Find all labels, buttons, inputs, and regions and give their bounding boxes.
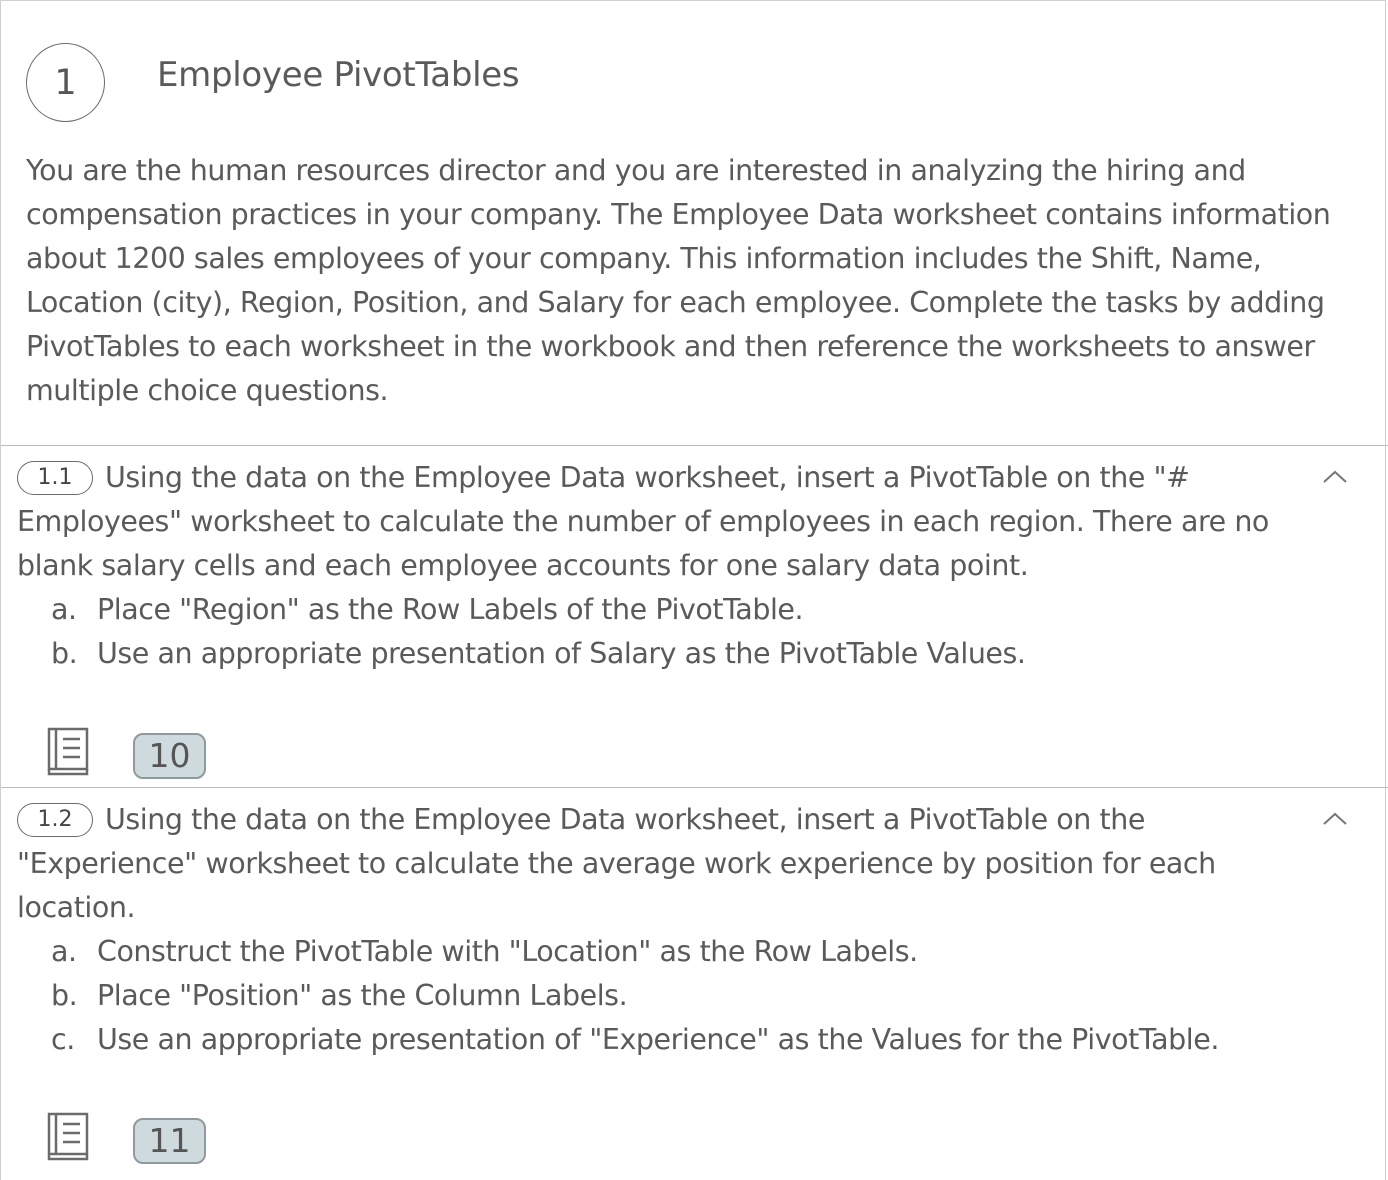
intro-paragraph: You are the human resources director and you are interested in analyzing the hiring and compensation practices in your company. The Employee Data worksheet contains information about 1200 sales employees of your company. This information includes the Shift, Name, Location (city), Region, Position, and Salary for each employee. Complete the tasks by adding PivotTables to each worksheet in the workbook and then reference the worksheets to answer multiple choice questions. <box>26 154 1331 407</box>
chevron-up-icon[interactable] <box>1321 467 1349 487</box>
step-number-badge: 1 <box>26 43 105 122</box>
question-body <box>17 798 1317 1062</box>
list-marker: b. <box>51 637 78 670</box>
sub-task-list <box>17 930 1317 1062</box>
list-item <box>17 588 1317 632</box>
book-icon[interactable] <box>47 1112 91 1162</box>
page-title: Employee PivotTables <box>157 55 520 95</box>
list-item-text: Use an appropriate presentation of Salary as the PivotTable Values. <box>97 637 1026 670</box>
list-item-text: Use an appropriate presentation of "Experience" as the Values for the PivotTable. <box>97 1023 1219 1056</box>
question-body <box>17 456 1317 676</box>
chevron-up-icon[interactable] <box>1321 809 1349 829</box>
question-footer <box>47 1110 206 1164</box>
list-marker: c. <box>51 1023 75 1056</box>
book-icon[interactable] <box>47 727 91 777</box>
list-item <box>17 974 1317 1018</box>
list-marker: b. <box>51 979 78 1012</box>
question-number-badge: 1.1 <box>17 461 93 495</box>
list-item-text: Place "Position" as the Column Labels. <box>97 979 628 1012</box>
question-1-2 <box>1 789 1388 1173</box>
question-text: Using the data on the Employee Data worksheet, insert a PivotTable on the "Experience" worksheet to calculate the average work experience by position for each location. <box>17 803 1216 924</box>
question-number-badge: 1.2 <box>17 803 93 837</box>
attempt-count-badge: 10 <box>133 733 206 779</box>
sub-task-list <box>17 588 1317 676</box>
list-marker: a. <box>51 593 77 626</box>
list-marker: a. <box>51 935 77 968</box>
question-text: Using the data on the Employee Data worksheet, insert a PivotTable on the "# Employees" worksheet to calculate the number of employees in each region. There are no blank salary cells and each employee accounts for one salary data point. <box>17 461 1269 582</box>
list-item-text: Place "Region" as the Row Labels of the PivotTable. <box>97 593 804 626</box>
step-header <box>1 1 1388 446</box>
question-footer <box>47 725 206 779</box>
list-item <box>17 1018 1317 1062</box>
attempt-count-badge: 11 <box>133 1118 206 1164</box>
list-item-text: Construct the PivotTable with "Location" as the Row Labels. <box>97 935 918 968</box>
question-1-1 <box>1 447 1388 788</box>
list-item <box>17 632 1317 676</box>
list-item <box>17 930 1317 974</box>
